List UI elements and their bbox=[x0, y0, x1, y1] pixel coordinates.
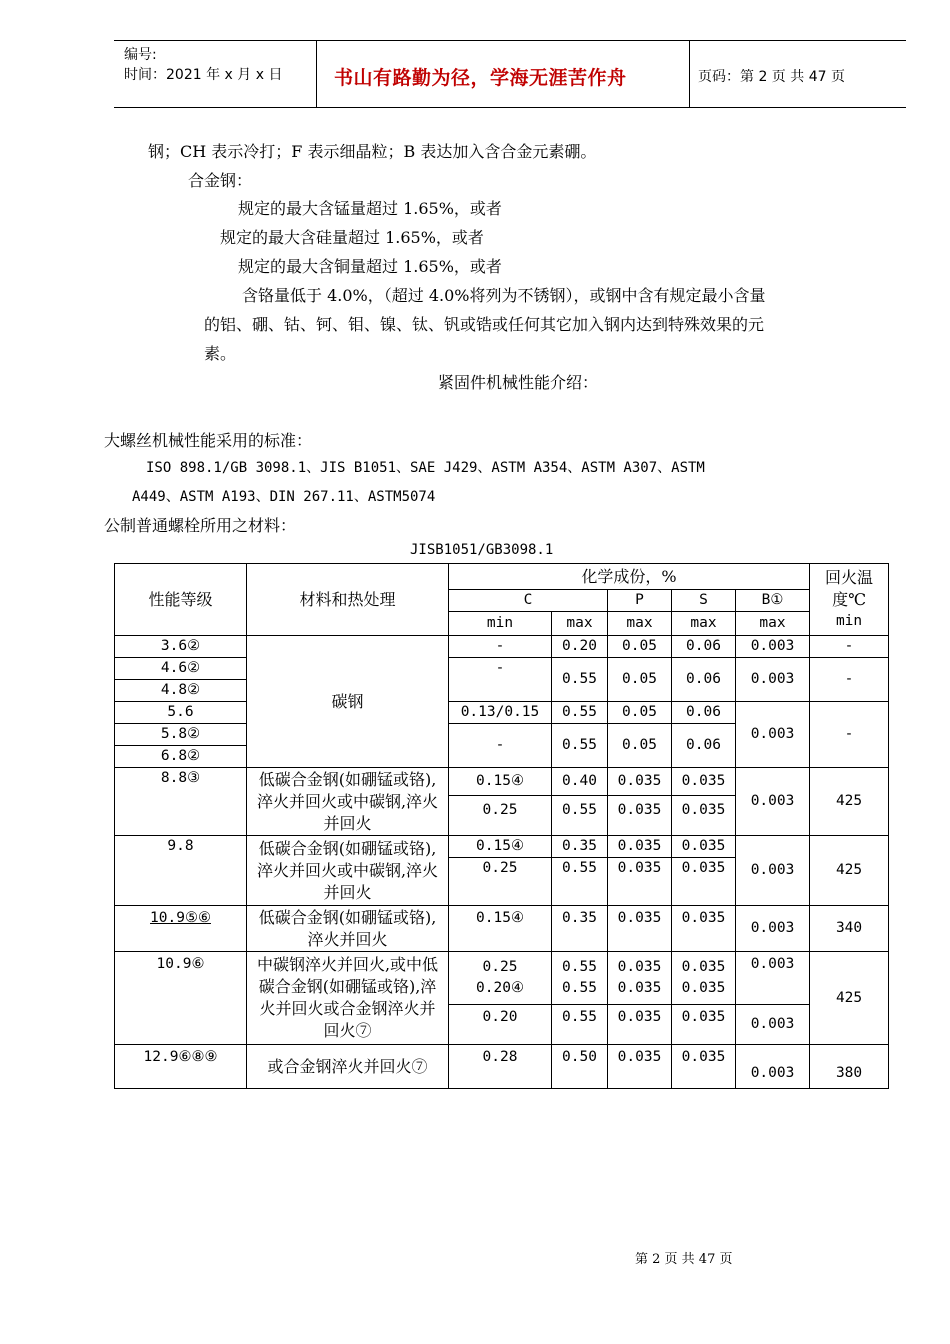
s-max-value: 0.035 bbox=[681, 980, 726, 996]
grade-cell bbox=[115, 906, 247, 952]
c-max-cell: 0.20 bbox=[552, 636, 608, 658]
rule-chromium-line2: 的铝、硼、钴、钶、钼、镍、钛、钒或锆或任何其它加入钢内达到特殊效果的元 bbox=[204, 315, 765, 334]
header-c-max: max bbox=[552, 612, 608, 636]
material-cell: 低碳合金钢(如硼锰或铬),淬火并回火 bbox=[247, 906, 449, 952]
b-max-cell: 0.003 bbox=[736, 702, 810, 768]
header-bottom-rule bbox=[114, 107, 906, 108]
grade-cell: 12.9⑥⑧⑨ bbox=[115, 1045, 247, 1089]
header-motto: 书山有路勤为径，学海无涯苦作舟 bbox=[334, 67, 627, 89]
header-s: S bbox=[672, 590, 736, 612]
b-max-cell: 0.003 bbox=[736, 1045, 810, 1089]
s-max-cell: 0.035 bbox=[672, 1005, 736, 1045]
p-max-cell: 0.035 bbox=[608, 858, 672, 906]
header-divider-left bbox=[316, 40, 317, 107]
b-max-cell: 0.003 bbox=[736, 906, 810, 952]
c-min-value: 0.25 bbox=[482, 959, 518, 975]
header-b-max: max bbox=[736, 612, 810, 636]
header-grade: 性能等级 bbox=[115, 564, 247, 636]
p-max-cell: 0.05 bbox=[608, 724, 672, 768]
c-min-cell: 0.25 bbox=[449, 858, 552, 906]
c-min-cell: 0.20 bbox=[449, 1005, 552, 1045]
grade-cell: 8.8③ bbox=[115, 768, 247, 836]
grade-cell: 6.8② bbox=[115, 746, 247, 768]
material-cell: 低碳合金钢(如硼锰或铬),淬火并回火或中碳钢,淬火并回火 bbox=[247, 768, 449, 836]
header-divider-right bbox=[689, 40, 690, 107]
material-heading: 公制普通螺栓所用之材料： bbox=[104, 516, 297, 535]
p-max-cell: 0.05 bbox=[608, 658, 672, 702]
p-max-cell: 0.05 bbox=[608, 702, 672, 724]
c-max-cell: 0.35 bbox=[552, 906, 608, 952]
b-max-cell: 0.003 bbox=[736, 658, 810, 702]
s-max-cell: 0.06 bbox=[672, 658, 736, 702]
c-min-cell bbox=[449, 952, 552, 1005]
s-max-cell: 0.06 bbox=[672, 724, 736, 768]
c-max-cell: 0.55 bbox=[552, 858, 608, 906]
material-cell: 低碳合金钢(如硼锰或铬),淬火并回火或中碳钢,淬火并回火 bbox=[247, 836, 449, 906]
c-min-cell: - bbox=[449, 636, 552, 658]
standards-heading: 大螺丝机械性能采用的标准： bbox=[104, 431, 313, 450]
p-max-cell: 0.035 bbox=[608, 768, 672, 796]
c-min-cell: - bbox=[449, 658, 552, 702]
s-max-cell: 0.06 bbox=[672, 702, 736, 724]
c-min-cell: - bbox=[449, 724, 552, 768]
b-max-cell: 0.003 bbox=[736, 952, 810, 1005]
temper-cell: 380 bbox=[810, 1045, 889, 1089]
material-carbon-steel: 碳钢 bbox=[247, 636, 449, 768]
c-max-cell: 0.55 bbox=[552, 796, 608, 836]
c-max-cell: 0.50 bbox=[552, 1045, 608, 1089]
alloy-steel-heading: 合金钢： bbox=[188, 171, 253, 190]
header-c-min: min bbox=[449, 612, 552, 636]
grade-cell: 5.6 bbox=[115, 702, 247, 724]
c-max-cell: 0.35 bbox=[552, 836, 608, 858]
material-cell: 中碳钢淬火并回火,或中低碳合金钢(如硼锰或铬),淬火并回火或合金钢淬火并回火⑦ bbox=[247, 952, 449, 1045]
b-max-cell: 0.003 bbox=[736, 768, 810, 836]
header-b: B① bbox=[736, 590, 810, 612]
standards-list-line2: A449、ASTM A193、DIN 267.11、ASTM5074 bbox=[132, 489, 436, 505]
table-caption: JISB1051/GB3098.1 bbox=[410, 542, 554, 558]
c-min-cell: 0.25 bbox=[449, 796, 552, 836]
temper-cell: - bbox=[810, 636, 889, 658]
header-c: C bbox=[449, 590, 608, 612]
s-max-cell: 0.035 bbox=[672, 1045, 736, 1089]
header-temper-min: min bbox=[835, 613, 863, 629]
temper-cell: 425 bbox=[810, 768, 889, 836]
header-material: 材料和热处理 bbox=[247, 564, 449, 636]
material-cell: 或合金钢淬火并回火⑦ bbox=[247, 1045, 449, 1089]
s-max-cell: 0.035 bbox=[672, 858, 736, 906]
c-max-value: 0.55 bbox=[562, 980, 597, 996]
c-max-cell: 0.55 bbox=[552, 1005, 608, 1045]
p-max-cell: 0.035 bbox=[608, 836, 672, 858]
s-max-cell: 0.035 bbox=[672, 836, 736, 858]
header-chemical: 化学成份，% bbox=[449, 564, 810, 590]
c-min-cell: 0.15④ bbox=[449, 906, 552, 952]
paragraph-line-steel-codes: 钢；CH 表示冷打；F 表示细晶粒；B 表达加入含合金元素硼。 bbox=[148, 142, 597, 161]
c-max-cell: 0.55 bbox=[552, 658, 608, 702]
temper-cell: - bbox=[810, 658, 889, 702]
b-max-cell: 0.003 bbox=[736, 636, 810, 658]
c-min-cell: 0.15④ bbox=[449, 768, 552, 796]
s-max-cell: 0.035 bbox=[672, 906, 736, 952]
grade-cell: 4.8② bbox=[115, 680, 247, 702]
header-temper-label: 回火温度℃ bbox=[825, 568, 874, 609]
page-footer: 第 2 页 共 47 页 bbox=[635, 1252, 733, 1267]
s-max-cell: 0.035 bbox=[672, 796, 736, 836]
rule-copper: 规定的最大含铜量超过 1.65%，或者 bbox=[238, 257, 502, 276]
b-max-cell: 0.003 bbox=[736, 1005, 810, 1045]
grade-underlined: 10.9⑤⑥ bbox=[150, 910, 211, 926]
rule-chromium-line3: 素。 bbox=[204, 344, 237, 363]
s-max-cell: 0.06 bbox=[672, 636, 736, 658]
c-min-cell: 0.15④ bbox=[449, 836, 552, 858]
rule-silicon: 规定的最大含硅量超过 1.65%，或者 bbox=[220, 228, 484, 247]
header-p: P bbox=[608, 590, 672, 612]
grade-cell: 5.8② bbox=[115, 724, 247, 746]
header-p-max: max bbox=[608, 612, 672, 636]
temper-cell: - bbox=[810, 702, 889, 768]
header-s-max: max bbox=[672, 612, 736, 636]
doc-time-label: 时间：2021 年 x 月 x 日 bbox=[124, 67, 283, 83]
s-max-cell: 0.035 bbox=[672, 768, 736, 796]
grade-cell: 9.8 bbox=[115, 836, 247, 906]
s-max-cell bbox=[672, 952, 736, 1005]
c-min-cell: 0.28 bbox=[449, 1045, 552, 1089]
temper-cell: 340 bbox=[810, 906, 889, 952]
standards-list-line1: ISO 898.1/GB 3098.1、JIS B1051、SAE J429、ASTM A354、ASTM A307、ASTM bbox=[146, 460, 705, 476]
p-max-cell: 0.035 bbox=[608, 1045, 672, 1089]
p-max-cell: 0.05 bbox=[608, 636, 672, 658]
header-top-rule bbox=[114, 40, 906, 41]
doc-number-label: 编号: bbox=[124, 47, 157, 63]
rule-manganese: 规定的最大含锰量超过 1.65%，或者 bbox=[238, 199, 502, 218]
grade-cell: 10.9⑥ bbox=[115, 952, 247, 1045]
c-max-cell: 0.40 bbox=[552, 768, 608, 796]
bolt-material-table bbox=[114, 563, 889, 1089]
c-min-cell: 0.13/0.15 bbox=[449, 702, 552, 724]
header-temper bbox=[810, 564, 889, 636]
p-max-cell: 0.035 bbox=[608, 796, 672, 836]
c-max-cell bbox=[552, 952, 608, 1005]
b-max-cell: 0.003 bbox=[736, 836, 810, 906]
s-max-value: 0.035 bbox=[681, 959, 726, 975]
c-max-value: 0.55 bbox=[562, 959, 597, 975]
c-max-cell: 0.55 bbox=[552, 724, 608, 768]
section-title-mechanical: 紧固件机械性能介绍： bbox=[438, 373, 599, 392]
grade-cell: 4.6② bbox=[115, 658, 247, 680]
c-min-value: 0.20④ bbox=[476, 980, 524, 996]
p-max-cell bbox=[608, 952, 672, 1005]
rule-chromium-line1: 含铬量低于 4.0%，（超过 4.0%将列为不锈钢），或钢中含有规定最小含量 bbox=[242, 286, 766, 305]
p-max-value: 0.035 bbox=[617, 980, 662, 996]
p-max-cell: 0.035 bbox=[608, 906, 672, 952]
p-max-cell: 0.035 bbox=[608, 1005, 672, 1045]
grade-cell: 3.6② bbox=[115, 636, 247, 658]
temper-cell: 425 bbox=[810, 952, 889, 1045]
c-max-cell: 0.55 bbox=[552, 702, 608, 724]
header-page-label: 页码：第 2 页 共 47 页 bbox=[698, 69, 845, 85]
p-max-value: 0.035 bbox=[617, 959, 662, 975]
temper-cell: 425 bbox=[810, 836, 889, 906]
